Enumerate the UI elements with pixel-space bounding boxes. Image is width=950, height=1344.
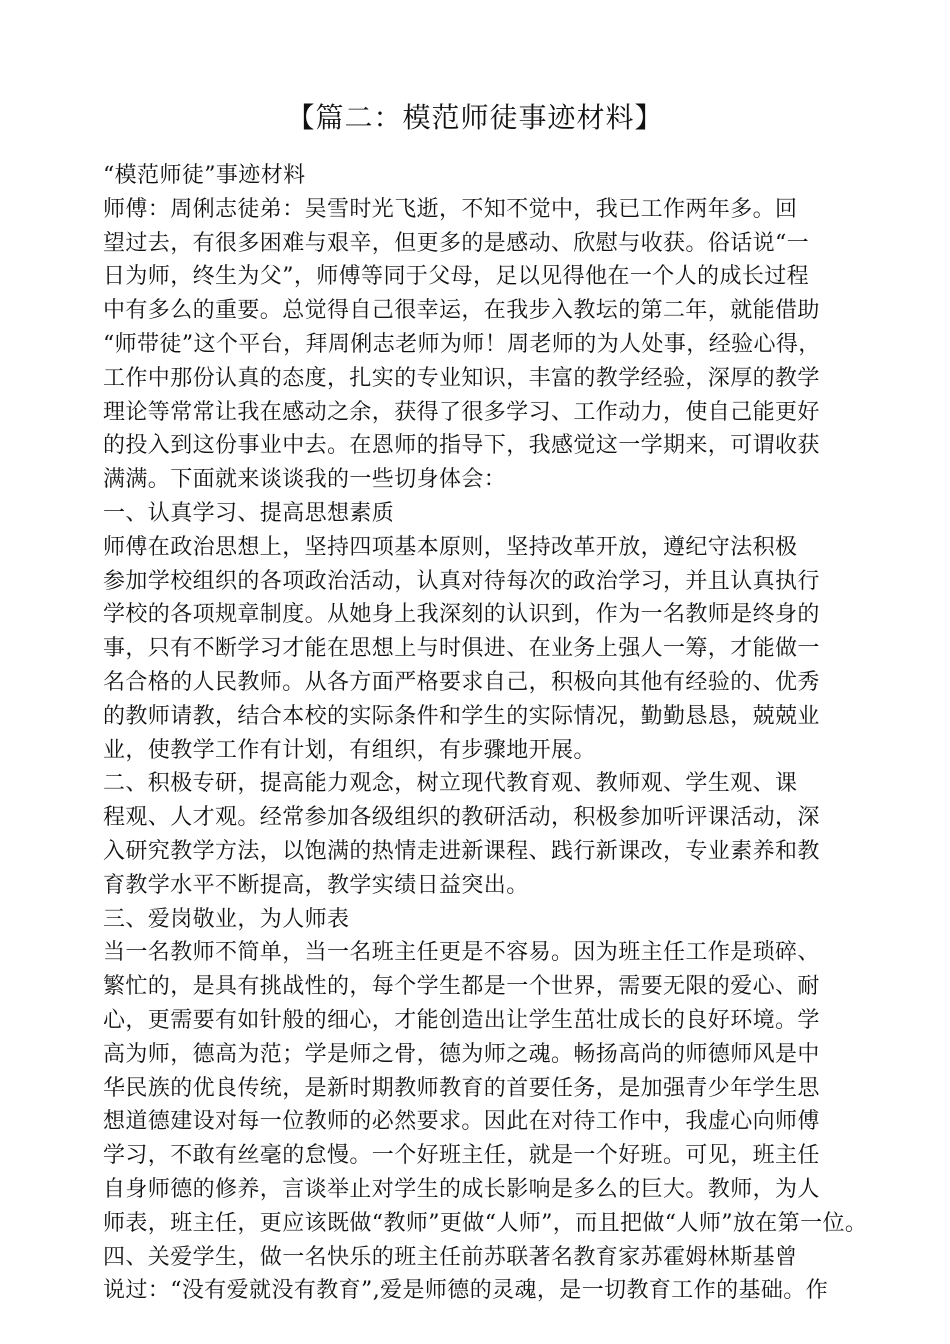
paragraph-line: 的投入到这份事业中去。在恩师的指导下，我感觉这一学期来，可谓收获 (103, 433, 820, 459)
paragraph-line: 入研究教学方法，以饱满的热情走进新课程、践行新课改，专业素养和教 (103, 838, 820, 864)
paragraph-line: 事，只有不断学习才能在思想上与时俱进、在业务上强人一筹，才能做一 (103, 636, 820, 662)
paragraph-line: 三、爱岗敬业，为人师表 (103, 906, 350, 932)
paragraph-line: 望过去，有很多困难与艰辛，但更多的是感动、欣慰与收获。俗话说“一 (103, 230, 810, 256)
paragraph-line: 参加学校组织的各项政治活动，认真对待每次的政治学习，并且认真执行 (103, 568, 820, 594)
paragraph-line: 学习，不敢有丝毫的怠慢。一个好班主任，就是一个好班。可见，班主任 (103, 1143, 820, 1169)
paragraph-line: 满满。下面就来谈谈我的一些切身体会： (103, 467, 507, 493)
document-title: 【篇二：模范师徒事迹材料】 (286, 101, 664, 134)
paragraph-line: 师傅：周俐志徒弟：吴雪时光飞逝，不知不觉中，我已工作两年多。回 (103, 196, 798, 222)
paragraph-line: 想道德建设对每一位教师的必然要求。因此在对待工作中，我虚心向师傅 (103, 1109, 820, 1135)
paragraph-line: 程观、人才观。经常参加各级组织的教研活动，积极参加听评课活动，深 (103, 805, 820, 831)
paragraph-line: 业，使教学工作有计划，有组织，有步骤地开展。 (103, 737, 596, 763)
paragraph-line: 师表，班主任，更应该既做“教师”更做“人师”，而且把做“人师”放在第一位。 (103, 1210, 868, 1236)
paragraph-line: 日为师，终生为父”，师傅等同于父母，足以见得他在一个人的成长过程 (103, 264, 810, 290)
paragraph-line: 名合格的人民教师。从各方面严格要求自己，积极向其他有经验的、优秀 (103, 669, 820, 695)
paragraph-line: 师傅在政治思想上，坚持四项基本原则，坚持改革开放，遵纪守法积极 (103, 534, 798, 560)
paragraph-line: 繁忙的，是具有挑战性的，每个学生都是一个世界，需要无限的爱心、耐 (103, 974, 820, 1000)
paragraph-line: 自身师德的修养，言谈举止对学生的成长影响是多么的巨大。教师，为人 (103, 1176, 820, 1202)
paragraph-line: 心，更需要有如针般的细心，才能创造出让学生茁壮成长的良好环境。学 (103, 1007, 820, 1033)
paragraph-line: 育教学水平不断提高，教学实绩日益突出。 (103, 872, 529, 898)
paragraph-line: 的教师请教，结合本校的实际条件和学生的实际情况，勤勤恳恳，兢兢业 (103, 703, 820, 729)
paragraph-line: 理论等常常让我在感动之余，获得了很多学习、工作动力，使自己能更好 (103, 399, 820, 425)
document-body (103, 159, 883, 1308)
paragraph-line: “师带徒”这个平台，拜周俐志老师为师！周老师的为人处事，经验心得， (103, 331, 821, 357)
paragraph-line: 当一名教师不简单，当一名班主任更是不容易。因为班主任工作是琐碎、 (103, 940, 820, 966)
paragraph-line: 二、积极专研，提高能力观念，树立现代教育观、教师观、学生观、课 (103, 771, 798, 797)
paragraph-line: 说过：“没有爱就没有教育”,爱是师德的灵魂，是一切教育工作的基础。作 (103, 1278, 829, 1304)
paragraph-line: 学校的各项规章制度。从她身上我深刻的认识到，作为一名教师是终身的 (103, 602, 820, 628)
paragraph-line: “模范师徒”事迹材料 (103, 163, 306, 188)
paragraph-line: 华民族的优良传统，是新时期教师教育的首要任务，是加强青少年学生思 (103, 1075, 820, 1101)
paragraph-line: 中有多么的重要。总觉得自己很幸运，在我步入教坛的第二年，就能借助 (103, 298, 820, 324)
paragraph-line: 四、关爱学生，做一名快乐的班主任前苏联著名教育家苏霍姆林斯基曾 (103, 1244, 798, 1270)
paragraph-line: 工作中那份认真的态度，扎实的专业知识，丰富的教学经验，深厚的教学 (103, 365, 820, 391)
paragraph-line: 一、认真学习、提高思想素质 (103, 500, 395, 526)
paragraph-line: 高为师，德高为范；学是师之骨，德为师之魂。畅扬高尚的师德师风是中 (103, 1041, 820, 1067)
